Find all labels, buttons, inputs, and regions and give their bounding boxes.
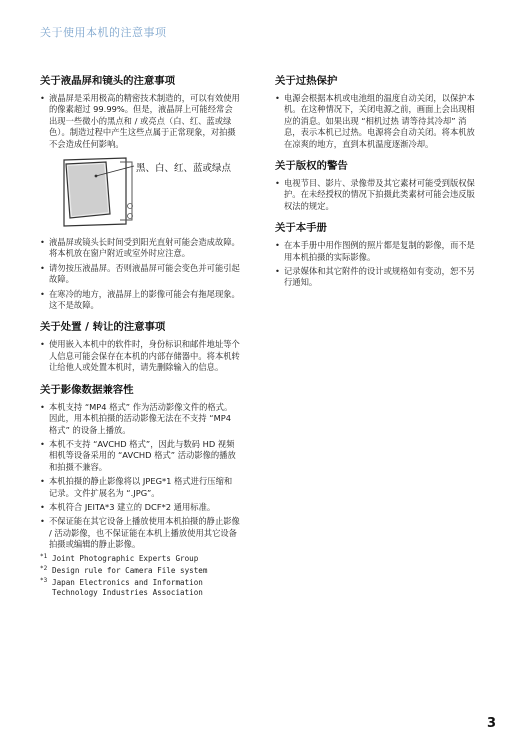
bullet: • (40, 237, 45, 248)
bullet: • (40, 288, 45, 299)
list-item: • 请勿按压液晶屏。否则液晶屏可能会变色并可能引起故障。 (40, 262, 240, 285)
list-item: • 本机支持 “MP4 格式” 作为活动影像文件的格式。因此，用本机拍摄的活动影像无法在不支持 “MP4 格式” 的设备上播放。 (40, 401, 233, 435)
footnote: *3 Japan Electronics and Information Technology Industries Association (40, 576, 203, 597)
section-title: 关于过热保护 (275, 75, 338, 87)
list-item: • 使用嵌入本机中的软件时，身份标识和邮件地址等个人信息可能会保存在本机的内部存储器中。将本机转让给他人或处置本机时，请先删除输入的信息。 (40, 339, 240, 373)
list-item: • 液晶屏是采用极高的精密技术制造的，可以有效使用的像素超过 99.99%。但是，液晶屏上可能经常会出现一些微小的黑点和 / 或亮点（白、红、蓝或绿色）。制造过程中产生这些点属于正常现象，对拍摄不会造成任何影响。 (40, 93, 240, 149)
list-item: • 本机拍摄的静止影像将以 JPEG*1 格式进行压缩和记录。文件扩展名为 “.JPG”。 (40, 476, 233, 498)
bullet: • (40, 476, 45, 487)
list-item: • 液晶屏或镜头长时间受到阳光直射可能会造成故障。将本机放在窗户附近或室外时应注意。 (40, 237, 240, 259)
list-item: • 本机不支持 “AVCHD 格式”，因此与数码 HD 视频相机等设备采用的 “AVCHD 格式” 活动影像的播放和拍摄不兼容。 (40, 438, 236, 472)
list-item: • 本机符合 JEITA*3 建立的 DCF*2 通用标准。 (40, 501, 216, 512)
section-copyright (275, 159, 475, 212)
lcd-dots-figure (40, 154, 240, 229)
bullet: • (275, 266, 280, 277)
section-manual (275, 221, 475, 289)
section-title: 关于本手册 (275, 222, 327, 235)
page-header: 关于使用本机的注意事项 (40, 26, 167, 39)
bullet: • (40, 438, 45, 449)
bullet: • (40, 262, 45, 273)
section-lcd (40, 74, 240, 311)
bullet: • (40, 516, 45, 527)
list-item: • 不保证能在其它设备上播放使用本机拍摄的静止影像 / 活动影像，也不保证能在本机上播放使用其它设备拍摄或编辑的静止影像。 (40, 516, 240, 550)
section-overheat (275, 74, 475, 150)
left-column (40, 74, 240, 607)
bullet: • (275, 178, 280, 189)
bullet: • (275, 240, 280, 251)
section-title: 关于影像数据兼容性 (40, 383, 134, 396)
bullet: • (275, 93, 280, 103)
list-item: • 记录媒体和其它附件的设计或规格如有变动，恕不另行通知。 (275, 266, 475, 288)
list-item: • 电视节目、影片、录像带及其它素材可能受到版权保护。在未经授权的情况下拍摄此类素材可能会违反版权法的规定。 (275, 178, 475, 211)
right-column (275, 74, 475, 298)
footnotes (40, 554, 240, 598)
bullet: • (40, 401, 45, 412)
list-item: • 电源会根据本机或电池组的温度自动关闭，以保护本机。在这种情况下，关闭电源之前，画面上会出现相应的消息。如果出现 “相机过热 请等待其冷却” 消息，表示本机已过热。电源将会自动关闭。将本机放在凉爽的地方，直到本机温度逐渐冷却。 (275, 93, 475, 149)
footnote: *1 Joint Photographic Experts Group (40, 552, 199, 563)
section-title: 关于液晶屏和镜头的注意事项 (40, 75, 176, 87)
footnote: *2 Design rule for Camera File system (40, 564, 208, 575)
bullet: • (40, 339, 45, 350)
list-item: • 在寒冷的地方，液晶屏上的影像可能会有拖尾现象。这不是故障。 (40, 288, 240, 311)
bullet: • (40, 93, 45, 103)
camera-screen-illustration (40, 154, 140, 229)
section-compat (40, 383, 240, 598)
page-number: 3 (486, 716, 496, 731)
section-disposal (40, 320, 240, 373)
figure-caption: 黑、白、红、蓝或绿点 (136, 163, 232, 175)
list-item: • 在本手册中用作图例的照片都是复制的影像，而不是用本机拍摄的实际影像。 (275, 240, 475, 262)
section-title: 关于版权的警告 (275, 160, 348, 173)
section-title: 关于处置 / 转让的注意事项 (40, 321, 166, 334)
bullet: • (40, 501, 45, 512)
